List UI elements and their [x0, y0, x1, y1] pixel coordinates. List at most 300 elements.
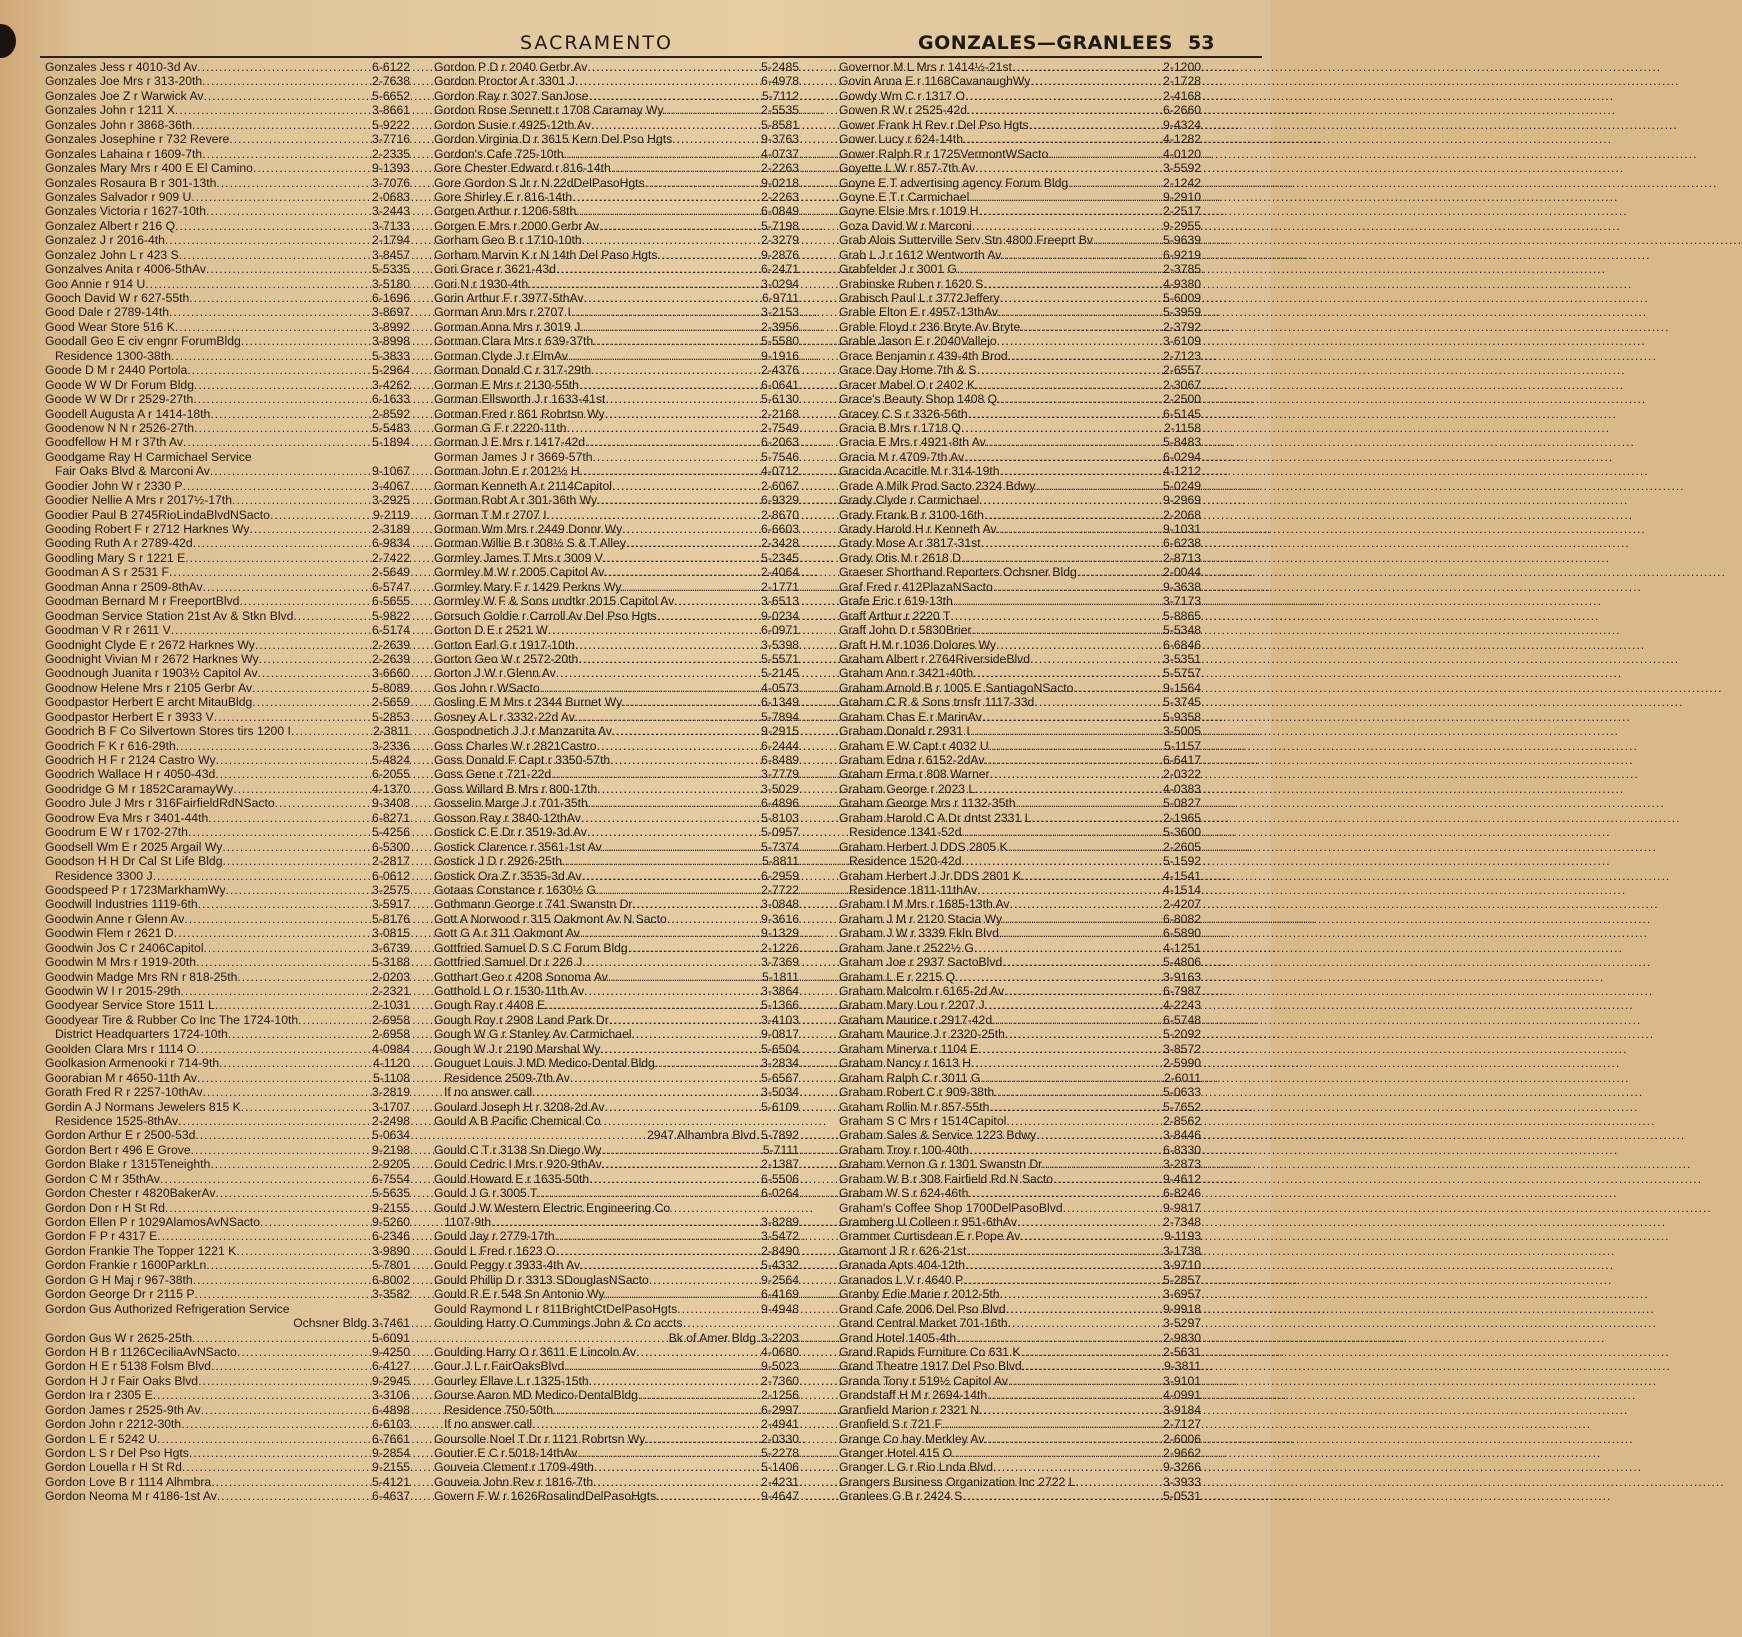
- listing-name: Grangers Business Organization Inc 2722 L: [839, 1474, 1076, 1489]
- listing-name: Goodwin Flem r 2621 D: [45, 926, 174, 941]
- phone-number: 9-1916: [761, 348, 799, 363]
- listing-name: Goodwin Jos C r 2406Capitol: [45, 940, 204, 955]
- listing-name: Grace Day Home 7th & S: [839, 363, 977, 378]
- listing-name: Gould R E r 548 Sn Antonio Wy: [434, 1287, 605, 1302]
- phone-number: 3-7133: [372, 218, 410, 233]
- phone-number: 6-9711: [761, 291, 799, 305]
- listing-row: [45, 132, 410, 146]
- listing-name: Graham Arnold B r 1005 E SantiagoNSacto: [839, 680, 1074, 695]
- listing-name: Govin Anna E r 1168CavanaughWy: [839, 74, 1031, 89]
- listing-name: District Headquarters 1724-10th: [55, 1027, 228, 1042]
- leader-dots: [249, 522, 371, 536]
- listing-name: Graham Robert C r 909-38th: [839, 1085, 995, 1100]
- listing-name: Goodling Mary S r 1221 E: [45, 550, 186, 565]
- leader-dots: [1029, 118, 1162, 132]
- leader-dots: [605, 392, 760, 406]
- phone-number: 5-0531: [1163, 1489, 1201, 1504]
- phone-number: 3-0815: [372, 926, 410, 941]
- leader-dots: [658, 248, 761, 262]
- leader-dots: [953, 594, 1162, 608]
- leader-dots: [963, 132, 1162, 146]
- phone-number: 6-6603: [761, 522, 799, 536]
- phone-number: 5-3600: [1163, 825, 1201, 840]
- leader-dots: [580, 464, 760, 478]
- listing-row: [45, 407, 410, 421]
- listing-name: Govern F W r 1626RosalindDelPasoHgts: [434, 1489, 657, 1504]
- leader-dots: [582, 955, 760, 969]
- leader-dots: [977, 883, 1162, 897]
- phone-number: 3-3106: [372, 1388, 410, 1403]
- leader-dots: [153, 1388, 371, 1402]
- phone-number: 9-0234: [761, 608, 799, 623]
- listing-row: [839, 363, 1201, 377]
- phone-number: 4-1370: [372, 781, 410, 796]
- listing-row: [434, 204, 799, 218]
- listing-name: Gore Shirley E r 816-14th: [434, 189, 573, 204]
- listing-row: [839, 118, 1201, 132]
- listing-name: Gospodnetich J J r Manzanita Av: [434, 724, 612, 739]
- listing-row: [45, 1085, 410, 1099]
- leader-dots: [237, 970, 371, 984]
- listing-name: Granfield Marion r 2321 N: [839, 1402, 980, 1417]
- listing-row: [45, 623, 410, 637]
- listing-row: [839, 623, 1201, 637]
- listing-name: Gordon Gus W r 2625-25th: [45, 1330, 192, 1345]
- leader-dots: [239, 594, 371, 608]
- listing-name: Graham Sales & Service 1223 Bdwy: [839, 1128, 1037, 1143]
- listing-row: [839, 1432, 1201, 1446]
- leader-dots: [202, 147, 371, 161]
- leader-dots: [593, 1475, 760, 1489]
- phone-number: 5-6504: [761, 1041, 799, 1056]
- leader-dots: [585, 435, 760, 449]
- listing-row: [434, 363, 799, 377]
- listing-name: Gower Lucy r 624-14th: [839, 132, 963, 147]
- phone-number: 5-7801: [372, 1258, 410, 1273]
- phone-number: 2-7422: [372, 550, 410, 565]
- listing-name: Residence 2509-7th Av: [444, 1070, 570, 1085]
- name-range: GONZALES—GRANLEES: [918, 32, 1173, 54]
- listing-name: Granger Hotel 415 O: [839, 1446, 953, 1460]
- listing-row: [839, 724, 1201, 738]
- leader-dots: [975, 378, 1162, 392]
- leader-dots: [215, 998, 371, 1012]
- listing-name: Graham Rollin M r 857-55th: [839, 1099, 990, 1114]
- leader-dots: [179, 248, 371, 262]
- phone-number: 6-8271: [372, 810, 410, 825]
- listing-row: [45, 493, 410, 507]
- phone-number: 3-6957: [1163, 1287, 1201, 1302]
- phone-number: 3-0848: [761, 897, 799, 912]
- leader-dots: [975, 161, 1162, 175]
- listing-row: [839, 392, 1201, 406]
- leader-dots: [181, 984, 372, 998]
- listing-row: [434, 464, 799, 478]
- leader-dots: [211, 1475, 371, 1489]
- leader-dots: [564, 147, 760, 161]
- listing-row: [839, 739, 1201, 753]
- listing-name: Gorman Fred r 861 Robrtsn Wy: [434, 406, 605, 421]
- listing-row: [434, 1302, 799, 1316]
- listing-row: [839, 1417, 1201, 1431]
- leader-dots: [957, 262, 1162, 276]
- phone-number: 3-5297: [1163, 1316, 1201, 1331]
- phone-number: 2-6067: [761, 478, 799, 493]
- leader-dots: [683, 1316, 799, 1330]
- listing-name: Goulard Joseph H r 3208-2d Av: [434, 1099, 605, 1114]
- listing-row: [434, 1143, 799, 1157]
- phone-number: 3-5472: [761, 1229, 799, 1244]
- listing-row: [839, 998, 1201, 1012]
- listing-name: Granados L V r 4640 P: [839, 1272, 964, 1287]
- listing-name: Gorman G F r 2220-11th: [434, 420, 567, 435]
- phone-number: 2-3189: [372, 522, 410, 536]
- phone-number: 2-4168: [1163, 88, 1201, 103]
- phone-number: 5-2857: [1163, 1272, 1201, 1287]
- listing-row: [839, 1489, 1201, 1503]
- listing-row: [839, 767, 1201, 781]
- leader-dots: [198, 897, 371, 911]
- listing-row: [434, 984, 799, 998]
- leader-dots: [562, 854, 761, 868]
- listing-row: [45, 1143, 410, 1157]
- listing-name: Gordon Blake r 1315Teneighth: [45, 1157, 211, 1172]
- listing-row: [45, 378, 410, 392]
- leader-dots: [195, 1287, 372, 1301]
- listing-row: [45, 74, 410, 88]
- phone-number: 9-3266: [1163, 1460, 1201, 1475]
- leader-dots: [672, 132, 760, 146]
- listing-name: Goodpastor Herbert E archt MitauBldg: [45, 695, 253, 710]
- listing-row: [45, 1128, 410, 1142]
- leader-dots: [581, 811, 760, 825]
- listing-name: Granger L G r Rio Lnda Blvd: [839, 1460, 993, 1475]
- phone-number: 5-0633: [1163, 1085, 1201, 1100]
- phone-number: 5-1406: [761, 1460, 799, 1475]
- phone-number: 3-8992: [372, 319, 410, 334]
- listing-row: [45, 1042, 410, 1056]
- listing-name: Gough Roy r 2908 Land Park Dr: [434, 1012, 609, 1027]
- listing-name: Gould Raymond L r 811BrightCtDelPasoHgts: [434, 1301, 678, 1316]
- phone-number: 3-8998: [372, 334, 410, 349]
- listing-name: Graff John D r 5830Brier: [839, 623, 972, 638]
- listing-name: Gorman Wm Mrs r 2449 Donnr Wy: [434, 522, 623, 536]
- phone-number: 6-0264: [761, 1186, 799, 1201]
- listing-name: Gonzales Lahaina r 1609-7th: [45, 146, 203, 161]
- phone-number: 5-6009: [1163, 291, 1201, 305]
- page-number: 53: [1188, 32, 1215, 54]
- listing-name: Gouguet Louis J MD Medico-Dental Bldg: [434, 1056, 655, 1071]
- phone-number: 5-2145: [761, 666, 799, 681]
- leader-dots: [645, 1432, 760, 1446]
- listing-row: [434, 118, 799, 132]
- leader-dots: [664, 103, 761, 117]
- phone-number: 5-4824: [372, 753, 410, 767]
- phone-number: 6-2444: [761, 738, 799, 753]
- listing-row: [839, 291, 1201, 305]
- phone-number: 2-4207: [1163, 897, 1201, 912]
- listing-row: [45, 565, 410, 579]
- leader-dots: [674, 594, 760, 608]
- listing-row: [839, 1085, 1201, 1099]
- listing-name: Gormley W F & Sons undtkr 2015 Capitol Av: [434, 594, 675, 609]
- listing-name: Grable Elton E r 4957-13thAv: [839, 305, 998, 320]
- listing-row: [434, 1446, 799, 1460]
- phone-number: 2-1031: [372, 998, 410, 1013]
- phone-number: 5-7374: [761, 839, 799, 854]
- listing-name: Goolkasion Armenooki r 714-9th: [45, 1056, 220, 1071]
- listing-row: [434, 1013, 799, 1027]
- listing-name: Gouveia John Rev r 1816-7th: [434, 1474, 594, 1489]
- leader-dots: [181, 1417, 371, 1431]
- listing-name: Graham L E r 2215 Q: [839, 969, 956, 984]
- listing-row: [839, 1403, 1201, 1417]
- listing-row: [45, 955, 410, 969]
- listing-row: [434, 450, 799, 464]
- leader-dots: [193, 1273, 371, 1287]
- listing-row: [45, 1489, 410, 1503]
- listing-name: Gonzales Salvador r 909 U: [45, 189, 192, 204]
- listing-row: [434, 724, 799, 738]
- listing-row: [839, 840, 1201, 854]
- leader-dots: [984, 1432, 1162, 1446]
- listing-row: [839, 450, 1201, 464]
- listing-row: [839, 695, 1201, 709]
- listing-name: Goodwill Industries 1119-6th: [45, 897, 198, 912]
- listing-name: Gould C T r 3138 Sn Diego Wy: [434, 1142, 602, 1157]
- listing-row: [839, 508, 1201, 522]
- listing-row: [434, 926, 799, 940]
- leader-dots: [628, 941, 760, 955]
- listing-row: [434, 1172, 799, 1186]
- listing-name: Residence 1525-8thAv: [55, 1113, 179, 1128]
- listing-row: [434, 334, 799, 348]
- phone-number: 5-3745: [1163, 695, 1201, 710]
- listing-name: Gordon Neoma M r 4186-1st Av: [45, 1489, 217, 1504]
- phone-number: 2-1158: [1163, 420, 1201, 435]
- leader-dots: [192, 118, 371, 132]
- listing-name: Goodall Geo E civ engnr ForumBldg: [45, 334, 241, 349]
- listing-name: Gorman Ann Mrs r 2707 I: [434, 305, 571, 320]
- listing-name: Grable Jason E r 2040Vallejo: [839, 334, 997, 349]
- listing-name: Goodrich Wallace H r 4050-43d: [45, 767, 216, 782]
- leader-dots: [577, 1446, 760, 1460]
- leader-dots: [657, 609, 760, 623]
- listing-row: [45, 1100, 410, 1114]
- phone-number: 6-7554: [372, 1171, 410, 1186]
- listing-row: [45, 782, 410, 796]
- listing-name: Ochsner Bldg: [293, 1316, 368, 1331]
- leader-dots: [611, 161, 760, 175]
- listing-row: [434, 897, 799, 911]
- phone-number: 4-1212: [1163, 464, 1201, 479]
- phone-number: 9-4948: [761, 1301, 799, 1316]
- leader-dots: [214, 710, 371, 724]
- phone-number: 2-1728: [1163, 74, 1201, 89]
- phone-number: 5-6130: [761, 392, 799, 407]
- phone-number: 5-5335: [372, 262, 410, 277]
- listing-name: Gonzales Victoria r 1627-10th: [45, 204, 207, 219]
- listing-row: [45, 580, 410, 594]
- listing-row: [434, 609, 799, 623]
- listing-name: Gorman Willie B r 308½ S & T Alley: [434, 536, 626, 551]
- listing-row: [839, 1071, 1201, 1085]
- phone-number: 3-9710: [1163, 1258, 1201, 1273]
- listing-name: Gotthart Geo r 4208 Sonoma Av: [434, 969, 608, 984]
- phone-number: 5-5571: [761, 651, 799, 666]
- phone-number: 5-7111: [762, 1142, 799, 1157]
- phone-number: 5-2853: [372, 709, 410, 724]
- phone-number: 6-2660: [1163, 103, 1201, 118]
- listing-row: [839, 1172, 1201, 1186]
- leader-dots: [974, 941, 1162, 955]
- leader-dots: [556, 262, 760, 276]
- phone-number: 5-8176: [372, 911, 410, 926]
- listing-name: Graham Vernon G r 1301 Swanstn Dr: [839, 1157, 1043, 1172]
- listing-name: Gostick Ora Z r 3535-3d Av: [434, 868, 582, 883]
- listing-row: [434, 248, 799, 262]
- listing-row: [45, 334, 410, 348]
- leader-dots: [196, 1042, 371, 1056]
- listing-row: [839, 464, 1201, 478]
- listing-name: Goodrich B F Co Silvertown Stores tirs 1200 I: [45, 724, 291, 739]
- listing-name: Goodier Paul B 2745RioLindaBlvdNSacto: [45, 507, 270, 522]
- phone-number: 3-6109: [1163, 334, 1201, 349]
- leader-dots: [537, 1186, 760, 1200]
- leader-dots: [575, 710, 760, 724]
- phone-number: 2-5990: [1163, 1056, 1201, 1071]
- leader-dots: [532, 1417, 760, 1431]
- listing-row: [839, 161, 1201, 175]
- phone-number: 2-0203: [372, 969, 410, 984]
- listing-name: Goyne E T advertising agency Forum Bldg: [839, 175, 1069, 190]
- listing-name: Gould Cedric I Mrs r 920-9thAv: [434, 1157, 602, 1172]
- leader-dots: [956, 1331, 1162, 1345]
- listing-name: Goodnight Vivian M r 2672 Harknes Wy: [45, 651, 259, 666]
- leader-dots: [216, 176, 371, 190]
- listing-name: Goolden Clara Mrs r 1114 O: [45, 1041, 197, 1056]
- leader-dots: [175, 320, 371, 334]
- phone-number: 3-7369: [761, 955, 799, 970]
- listing-row: [45, 1374, 410, 1388]
- listing-name: Grand Cafe 2006 Del Pso Blvd: [839, 1301, 1006, 1316]
- listing-name: Goodyear Service Store 1511 L: [45, 998, 215, 1013]
- listing-row: [434, 493, 799, 507]
- listing-name: Gori Grace r 3621-43d: [434, 262, 556, 277]
- listing-name: Grady Frank B r 3100-16th: [839, 507, 984, 522]
- listing-row: [45, 1403, 410, 1417]
- listing-row: [45, 1359, 410, 1373]
- listing-row: [434, 1359, 799, 1373]
- listing-row: [45, 1258, 410, 1272]
- listing-name: Gorsuch Goldie r Carroll Av Del Pso Hgts: [434, 608, 657, 623]
- phone-number: 2-5535: [761, 103, 799, 118]
- listing-name: Grace's Beauty Shop 1408 Q: [839, 392, 998, 407]
- phone-number: 5-1366: [761, 998, 799, 1013]
- listing-row: [434, 392, 799, 406]
- listing-name: Graham S C Mrs r 1514Capitol: [839, 1113, 1007, 1128]
- listing-row: [434, 912, 799, 926]
- leader-dots: [677, 1302, 760, 1316]
- listing-row: [434, 638, 799, 652]
- listing-name: Grammer Curtisdean E r Pope Av: [839, 1229, 1021, 1244]
- listing-row: [839, 1475, 1201, 1489]
- listing-row: [839, 1287, 1201, 1301]
- phone-number: 5-3188: [372, 955, 410, 970]
- leader-dots: [564, 1359, 760, 1373]
- listing-name: Gorham Geo B r 1710-10th: [434, 233, 582, 248]
- phone-number: 6-6417: [1163, 753, 1201, 767]
- phone-number: 3-6739: [372, 940, 410, 955]
- listing-name: Goodyear Tire & Rubber Co Inc The 1724-10th: [45, 1012, 299, 1027]
- listing-row: [434, 1042, 799, 1056]
- listing-row: [45, 392, 410, 406]
- listing-name: Gordon Chester r 4820BakerAv: [45, 1186, 216, 1201]
- listing-name: Granada Apts 404-12th: [839, 1258, 966, 1273]
- phone-number: 3-4067: [372, 478, 410, 493]
- phone-number: 2-2321: [372, 984, 410, 998]
- listing-row: [839, 1114, 1201, 1128]
- phone-number: 5-2964: [372, 363, 410, 378]
- leader-dots: [612, 724, 760, 738]
- listing-row: [45, 1432, 410, 1446]
- listing-row: [45, 811, 410, 825]
- leader-dots: [605, 407, 760, 421]
- phone-number: 3-1707: [372, 1099, 410, 1114]
- listing-name: Gordon Frankie r 1600ParkLn: [45, 1258, 207, 1273]
- listing-name: Gorman Donald C r 317-29th: [434, 363, 592, 378]
- listing-row: [434, 883, 799, 897]
- phone-number: 3-8572: [1163, 1041, 1201, 1056]
- listing-row: [434, 262, 799, 276]
- phone-number: 2-6006: [1163, 1431, 1201, 1446]
- leader-dots: [171, 349, 371, 363]
- listing-name: If no answer call: [444, 1085, 533, 1100]
- phone-number: 2-4231: [761, 1474, 799, 1489]
- phone-number: 9-5023: [761, 1359, 799, 1374]
- phone-number: 6-2471: [761, 262, 799, 277]
- listing-name: Residence 3300 J: [55, 868, 153, 883]
- listing-row: [434, 854, 799, 868]
- listing-name: Gonzales Jess r 4010-3d Av: [45, 60, 198, 74]
- listing-name: Gordon F P r 4317 E: [45, 1229, 158, 1244]
- listing-row: [45, 767, 410, 781]
- phone-number: 3-9890: [372, 1243, 410, 1258]
- listing-row: [839, 638, 1201, 652]
- listing-name: Goodnough Juanita r 1903½ Capitol Av: [45, 666, 258, 681]
- listing-row: [434, 161, 799, 175]
- phone-number: 4-1251: [1163, 940, 1201, 955]
- listing-row: [434, 998, 799, 1012]
- phone-number: 5-6109: [761, 1099, 799, 1114]
- listing-row: [45, 840, 410, 854]
- listing-row: [45, 277, 410, 291]
- listing-name: Gorman Clyde J r ElmAv: [434, 348, 568, 363]
- leader-dots: [992, 1013, 1162, 1027]
- phone-number: 6-6103: [372, 1417, 410, 1432]
- listing-name: Goutier E C r 5018-14thAv: [434, 1446, 578, 1460]
- listing-name: Residence 1300-38th: [55, 348, 171, 363]
- leader-dots: [587, 825, 760, 839]
- phone-number: 5-7112: [761, 88, 799, 103]
- phone-number: 6-8330: [1163, 1142, 1201, 1157]
- listing-row: [434, 565, 799, 579]
- leader-dots: [204, 941, 372, 955]
- listing-row: [45, 1027, 410, 1041]
- leader-dots: [580, 926, 760, 940]
- listing-name: Residence 1341-52d: [849, 825, 962, 840]
- listing-row: [434, 60, 799, 74]
